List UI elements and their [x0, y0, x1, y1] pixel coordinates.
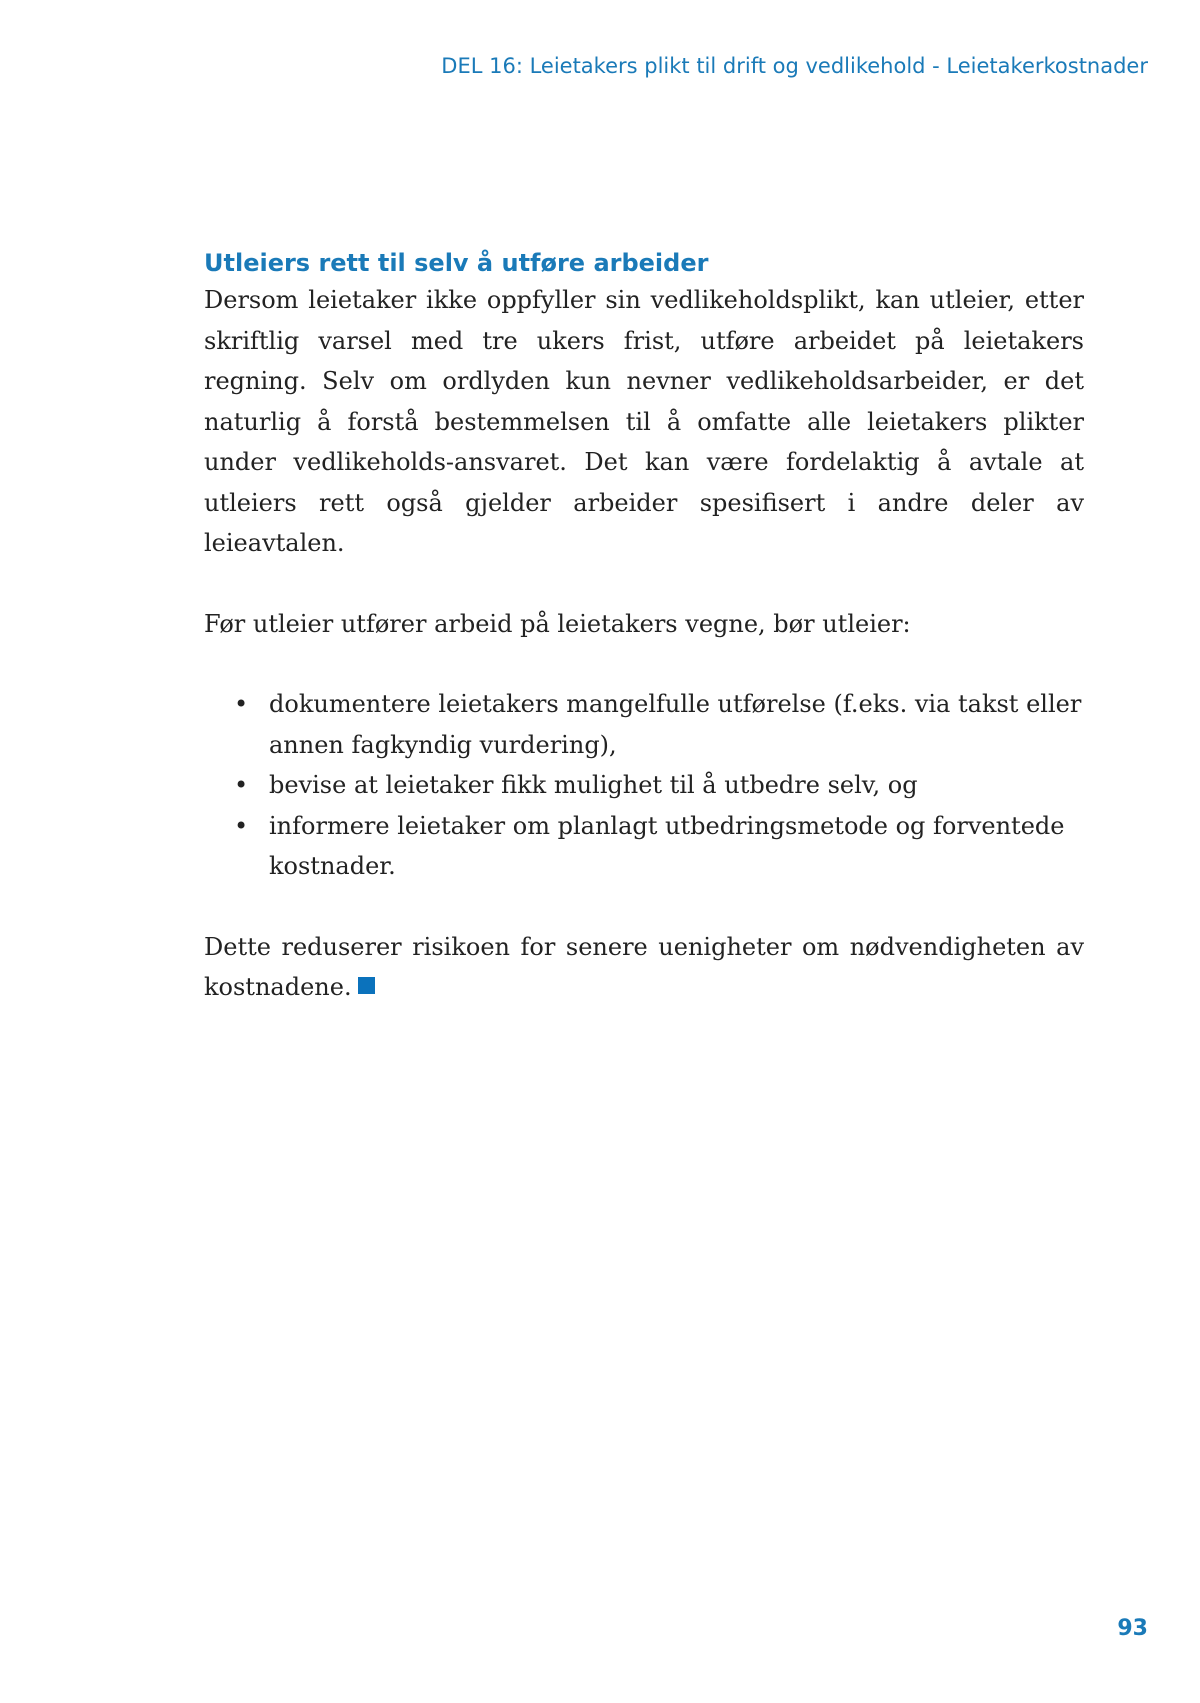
- paragraph-conclusion: [204, 927, 1084, 1008]
- bullet-icon: •: [234, 771, 249, 799]
- running-header: DEL 16: Leietakers plikt til drift og vedlikehold - Leietakerkostnader: [441, 54, 1148, 78]
- page-number: 93: [1117, 1616, 1148, 1641]
- list-item: [204, 806, 1084, 887]
- bullet-icon: •: [234, 811, 249, 840]
- bullet-icon: •: [234, 690, 249, 718]
- main-content: [204, 246, 1084, 1008]
- end-of-article-square-icon: [358, 977, 375, 994]
- paragraph-intro: Dersom leietaker ikke oppfyller sin vedlikeholdsplikt, kan utleier, etter skriftlig varsel med tre ukers frist, utføre arbeidet på leietakers regning. Selv om ordlyden kun nevner vedlikeholdsarbeider, er det naturlig å forstå bestemmelsen til å omfatte alle leietakers plikter under vedlikeholds-ansvaret. Det kan være fordelaktig å avtale at utleiers rett også gjelder arbeider spesifisert i andre deler av leieavtalen.: [204, 286, 1084, 557]
- section-heading: Utleiers rett til selv å utføre arbeider: [204, 249, 709, 277]
- list-item-text: dokumentere leietakers mangelfulle utførelse (f.eks. via takst eller annen fagkyndig vurdering),: [269, 690, 1082, 759]
- bullet-list: [204, 684, 1084, 887]
- spacer: [204, 644, 1084, 684]
- paragraph-conclusion-text: Dette reduserer risikoen for senere uenigheter om nødvendigheten av kostnadene.: [204, 932, 1084, 1001]
- spacer: [204, 887, 1084, 927]
- list-item: [204, 684, 1084, 765]
- paragraph-list-intro: Før utleier utfører arbeid på leietakers vegne, bør utleier:: [204, 609, 911, 638]
- spacer: [204, 564, 1084, 604]
- list-item: [204, 765, 1084, 806]
- list-item-text: bevise at leietaker fikk mulighet til å utbedre selv, og: [269, 771, 918, 799]
- list-item-text: informere leietaker om planlagt utbedringsmetode og forventede kostnader.: [269, 811, 1065, 880]
